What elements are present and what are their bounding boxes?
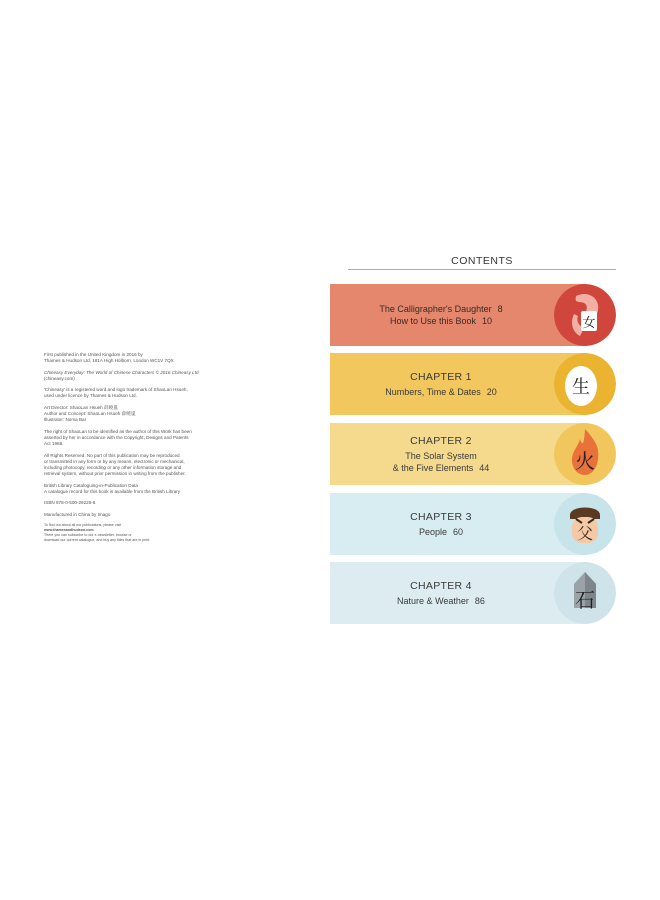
- imprint-copyright: Chineasy Everyday: The World of Chinese Characters © 2016 Chineasy Ltd (chineasy.com): [44, 369, 199, 381]
- toc-entry-chapter-1[interactable]: [330, 353, 586, 415]
- imprint-trademark: 'Chineasy' is a registered word and logo trademark of ShaoLan Hsueh, used under licence by Thames & Hudson Ltd.: [44, 387, 188, 399]
- imprint-website: www.thamesandhudson.com: [44, 528, 94, 533]
- toc-line: People 60: [418, 526, 464, 537]
- stone-character-icon: [554, 562, 616, 624]
- imprint-credits: Art Director: ShaoLan Hsueh 薛曉嵐 Author and Concept: ShaoLan Hsueh 薛曉嵐 Illustrator: Noma Bar: [44, 405, 136, 423]
- toc-line: The Calligrapher's Daughter 8: [379, 304, 503, 314]
- imprint-rights-reserved: All Rights Reserved. No part of this publication may be reproduced or transmitted in any form or by any means, electronic or mechanical, including photocopy, recording or any other information storage and retrieval system, without prior permission in writing from the publisher.: [44, 452, 186, 476]
- toc-line: Numbers, Time & Dates 20: [385, 386, 497, 397]
- page-number: 86: [474, 595, 485, 606]
- page-number: 8: [497, 304, 503, 314]
- chapter-label: CHAPTER 3: [410, 510, 472, 523]
- imprint-visit: To find out about all our publications, please visit: [44, 523, 122, 528]
- page-number: 60: [453, 526, 464, 537]
- father-character-icon: [554, 493, 616, 555]
- imprint-manufactured: Manufactured in China by Imago: [44, 511, 111, 517]
- egg-character-icon: [554, 353, 616, 415]
- toc-entry-intro[interactable]: [330, 284, 586, 346]
- character-glyph: 女: [582, 316, 596, 331]
- toc-line: Nature & Weather 86: [397, 595, 485, 606]
- imprint-isbn: ISBN 978-0-500-29226-6: [44, 500, 96, 506]
- toc-entry-chapter-3[interactable]: [330, 493, 586, 555]
- toc-entry-chapter-2[interactable]: [330, 423, 586, 485]
- fire-character-icon: [554, 423, 616, 485]
- woman-character-icon: [554, 284, 616, 346]
- toc-line: How to Use this Book 10: [389, 316, 493, 326]
- toc-line: & the Five Elements 44: [392, 462, 490, 473]
- character-glyph: 火: [575, 449, 595, 473]
- toc-entry-chapter-4[interactable]: [330, 562, 586, 624]
- chapter-label: CHAPTER 4: [410, 579, 472, 592]
- page-number: 10: [482, 316, 493, 326]
- toc-line: The Solar System: [405, 450, 477, 461]
- imprint-catalogue: download our current catalogue, and buy any titles that are in print.: [44, 538, 151, 543]
- imprint-cataloguing: British Library Cataloguing-in-Publication Data A catalogue record for this book is available from the British Library: [44, 482, 181, 494]
- imprint-newsletter: There you can subscribe to our e-newsletter, browse or: [44, 533, 132, 538]
- imprint-publisher: First published in the United Kingdom in 2016 by Thames & Hudson Ltd, 181A High Holborn, London WC1V 7QX: [44, 352, 174, 364]
- character-glyph: 父: [576, 524, 594, 543]
- character-glyph: 生: [572, 377, 590, 398]
- contents-title: CONTENTS: [451, 255, 513, 267]
- page-number: 44: [479, 462, 490, 473]
- imprint-author-rights: The right of ShaoLan to be identified as the author of this Work has been asserted by her in accordance with the Copyright, Designs and Patents Act 1988.: [44, 428, 192, 447]
- copyright-imprint: [44, 352, 219, 543]
- contents-divider: [348, 269, 616, 270]
- page-number: 20: [486, 386, 497, 397]
- character-glyph: 石: [575, 588, 595, 612]
- chapter-label: CHAPTER 2: [410, 434, 472, 447]
- chapter-label: CHAPTER 1: [410, 370, 472, 383]
